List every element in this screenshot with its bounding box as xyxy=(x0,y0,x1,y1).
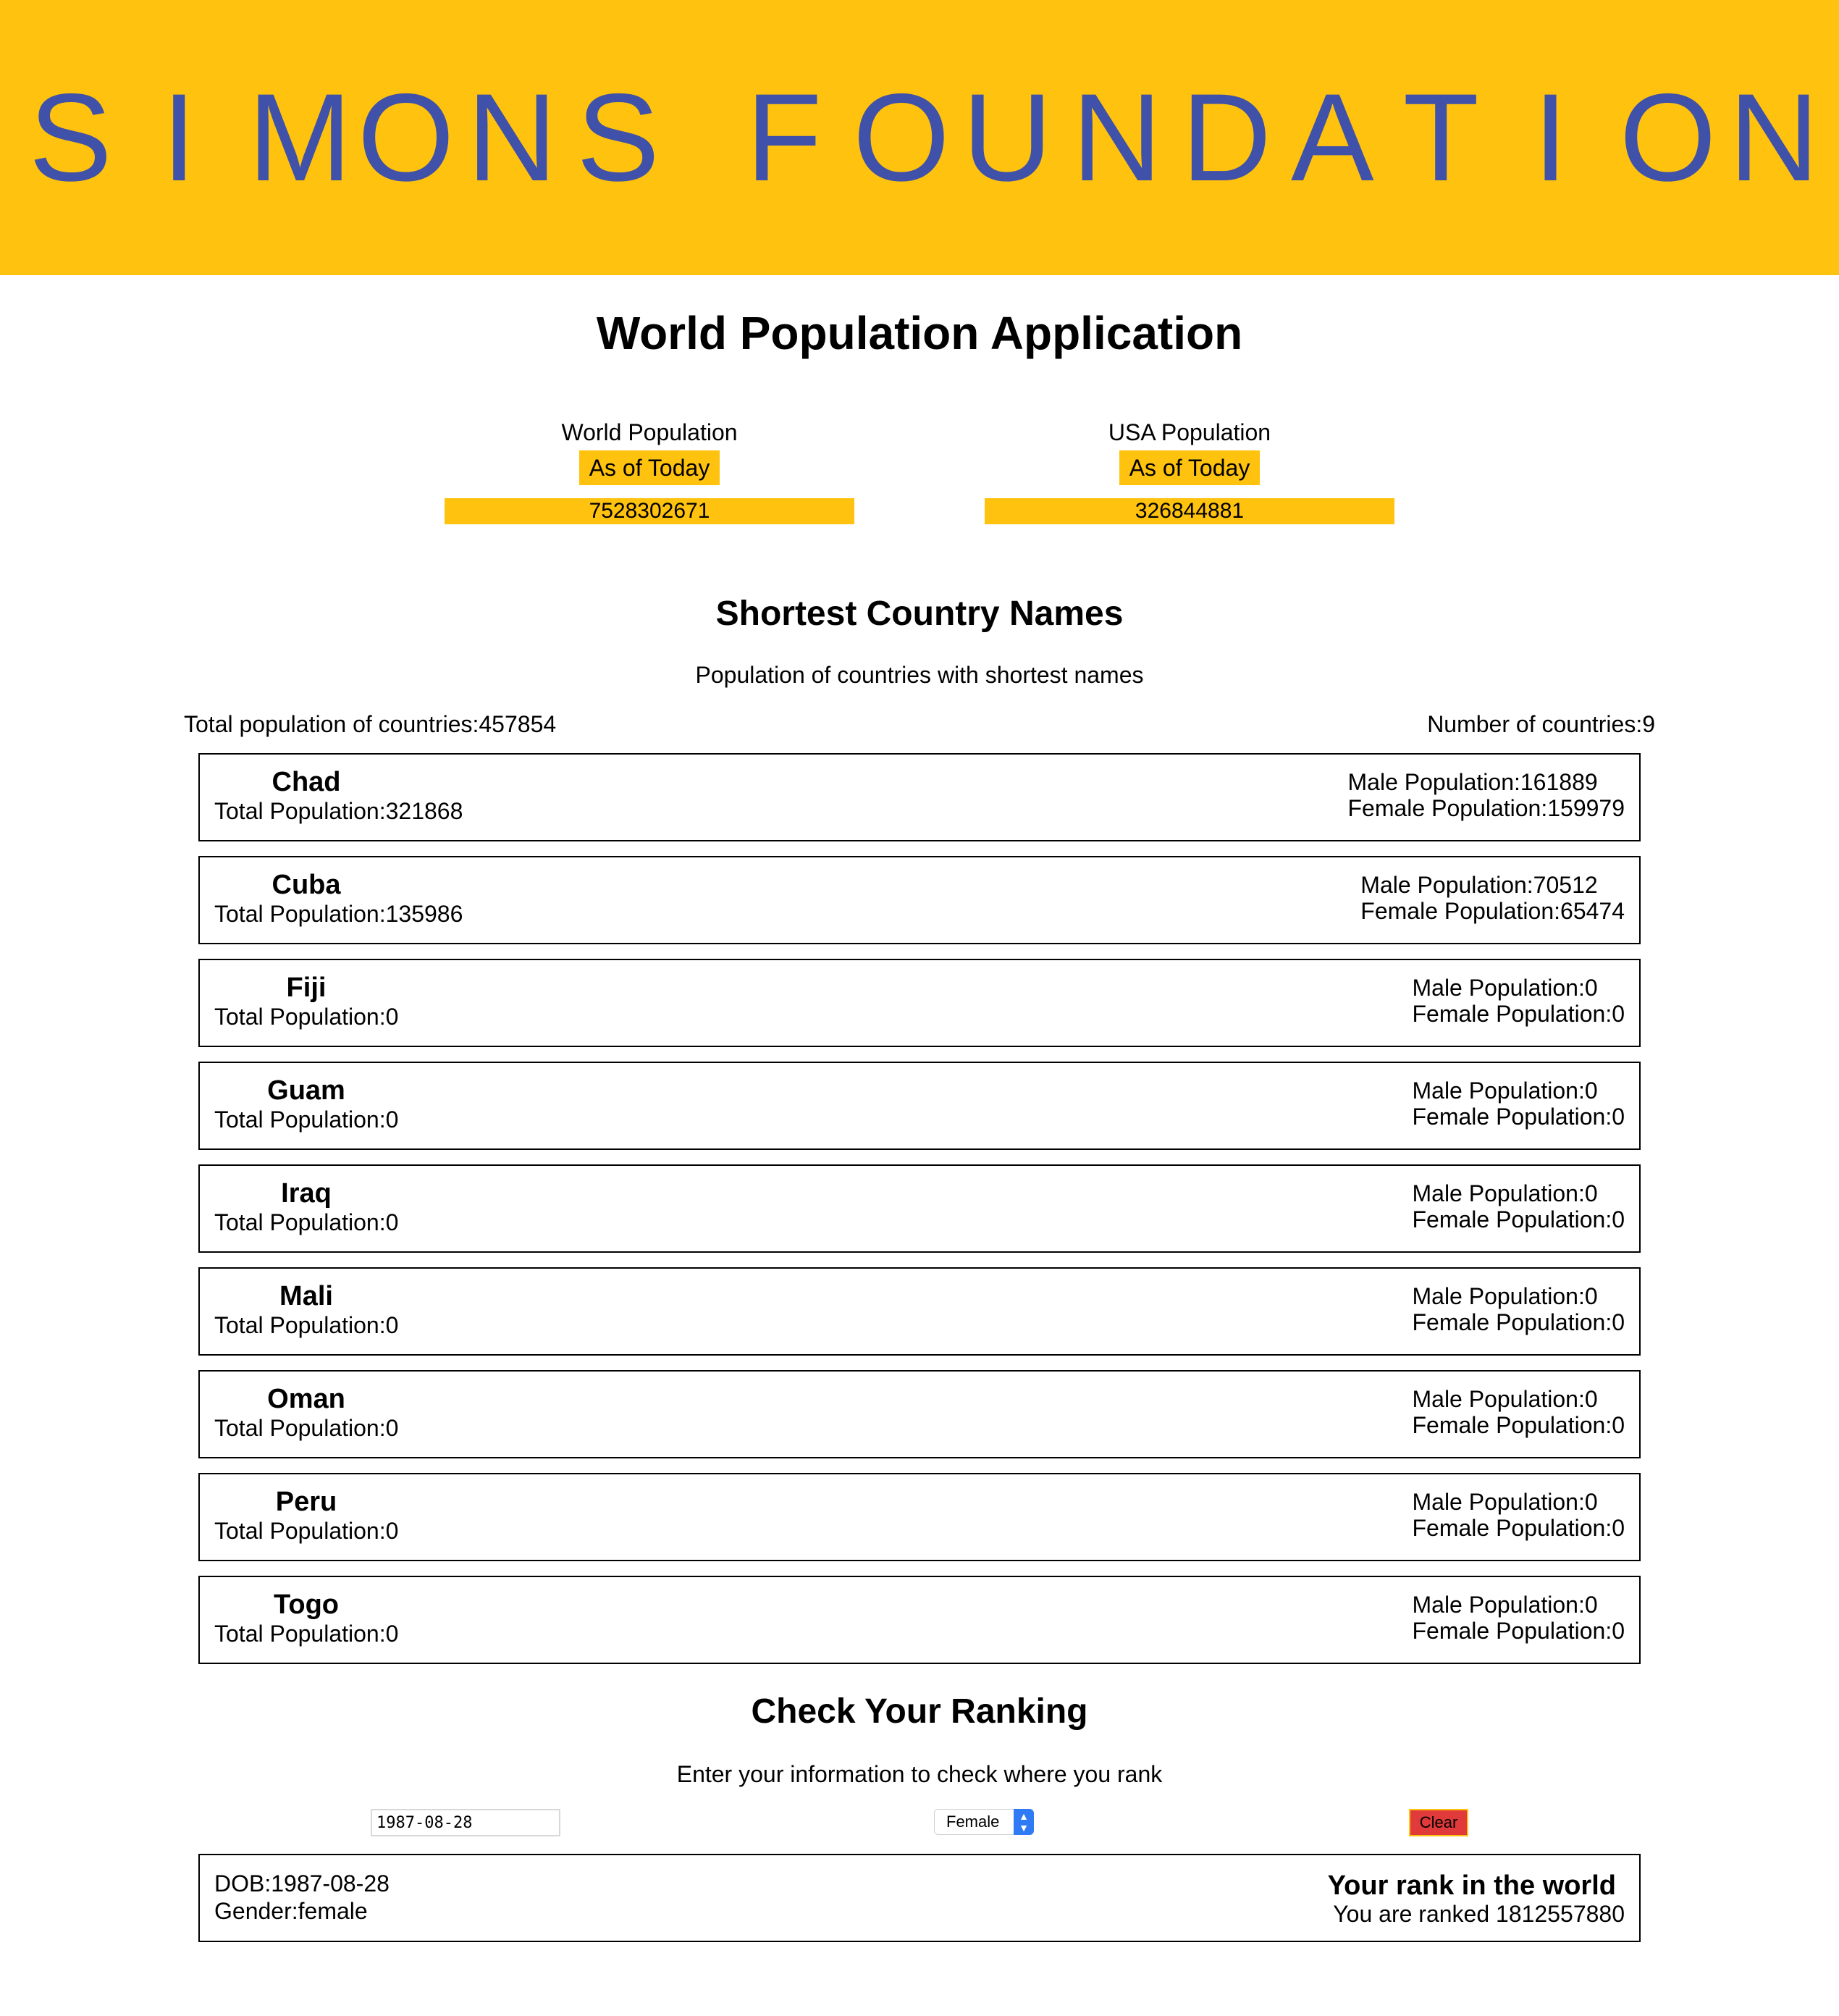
logo-letter: D xyxy=(1181,68,1271,207)
country-card xyxy=(198,1164,1641,1253)
country-total-population: Total Population:0 xyxy=(214,1312,399,1338)
country-gender-breakdown xyxy=(1412,1078,1625,1130)
country-male-population: Male Population:0 xyxy=(1412,1078,1598,1104)
country-male-population: Male Population:0 xyxy=(1412,1489,1598,1515)
country-count-summary: Number of countries:9 xyxy=(1427,711,1655,737)
country-male-population: Male Population:161889 xyxy=(1347,769,1598,795)
gender-select[interactable] xyxy=(934,1809,1034,1835)
country-card xyxy=(198,1267,1641,1356)
country-card xyxy=(198,959,1641,1047)
country-card xyxy=(198,856,1641,944)
country-male-population: Male Population:0 xyxy=(1412,1283,1598,1309)
country-gender-breakdown xyxy=(1412,1283,1625,1335)
country-card xyxy=(198,1473,1641,1561)
country-gender-breakdown xyxy=(1348,769,1625,821)
world-population-stat xyxy=(445,416,854,524)
country-male-population: Male Population:0 xyxy=(1412,1592,1598,1618)
country-gender-breakdown xyxy=(1412,1386,1625,1438)
country-female-population: Female Population:0 xyxy=(1412,1206,1625,1232)
country-total-population: Total Population:135986 xyxy=(214,901,463,927)
ranking-controls xyxy=(0,1807,1839,1839)
usa-population-label: USA Population xyxy=(1108,419,1271,445)
brand-banner xyxy=(0,0,1839,275)
world-as-of-today-chip: As of Today xyxy=(579,450,720,485)
clear-button[interactable]: Clear xyxy=(1409,1809,1468,1836)
country-female-population: Female Population:0 xyxy=(1412,1618,1625,1644)
country-female-population: Female Population:0 xyxy=(1412,1412,1625,1438)
country-male-population: Male Population:70512 xyxy=(1360,872,1598,898)
logo-letter: I xyxy=(1533,68,1568,207)
world-population-value: 7528302671 xyxy=(445,498,854,524)
logo-letter: O xyxy=(853,68,950,207)
logo-letter: O xyxy=(1619,68,1717,207)
dob-input[interactable] xyxy=(371,1809,560,1836)
country-total-population: Total Population:0 xyxy=(214,1621,399,1647)
country-name: Chad xyxy=(272,767,341,797)
rank-text: You are ranked 1812557880 xyxy=(1333,1901,1625,1927)
country-total-population: Total Population:0 xyxy=(214,1415,399,1441)
usa-population-stat xyxy=(985,416,1394,524)
country-total-population: Total Population:0 xyxy=(214,1106,399,1133)
result-details xyxy=(214,1870,390,1925)
ranking-result-card xyxy=(198,1854,1641,1942)
country-female-population: Female Population:0 xyxy=(1412,1309,1625,1335)
country-gender-breakdown xyxy=(1412,1489,1625,1541)
country-male-population: Male Population:0 xyxy=(1412,975,1598,1001)
brand-logo xyxy=(0,58,1839,217)
country-total-population: Total Population:0 xyxy=(214,1209,399,1235)
country-male-population: Male Population:0 xyxy=(1412,1180,1598,1206)
result-dob: DOB:1987-08-28 xyxy=(214,1870,390,1897)
logo-letter: S xyxy=(576,68,660,207)
page-title: World Population Application xyxy=(596,307,1243,359)
total-population-summary: Total population of countries:457854 xyxy=(184,711,557,737)
country-total-population: Total Population:0 xyxy=(214,1518,399,1544)
country-card xyxy=(198,1370,1641,1458)
country-name: Mali xyxy=(279,1281,333,1311)
country-gender-breakdown xyxy=(1360,872,1625,924)
shortest-names-title: Shortest Country Names xyxy=(715,595,1124,633)
result-gender: Gender:female xyxy=(214,1898,368,1924)
logo-letter: N xyxy=(467,68,557,207)
country-name: Peru xyxy=(275,1487,337,1517)
country-female-population: Female Population:0 xyxy=(1412,1001,1625,1027)
country-female-population: Female Population:159979 xyxy=(1347,795,1625,821)
country-gender-breakdown xyxy=(1412,975,1625,1027)
logo-letter: N xyxy=(1729,68,1819,207)
logo-letter: M xyxy=(248,68,352,207)
select-updown-icon: ▲ ▼ xyxy=(1014,1809,1034,1835)
logo-letter: U xyxy=(962,68,1053,207)
country-name: Cuba xyxy=(272,870,341,900)
country-name: Togo xyxy=(273,1589,340,1620)
country-name: Guam xyxy=(267,1075,345,1106)
country-name: Fiji xyxy=(286,973,327,1003)
logo-letter: S xyxy=(29,68,112,207)
usa-as-of-today-chip: As of Today xyxy=(1119,450,1261,485)
country-card xyxy=(198,1062,1641,1150)
shortest-names-subtitle: Population of countries with shortest names xyxy=(695,662,1144,688)
result-rank xyxy=(1328,1871,1625,1928)
country-name: Iraq xyxy=(281,1178,332,1209)
logo-letter: N xyxy=(1072,68,1162,207)
country-female-population: Female Population:0 xyxy=(1412,1104,1625,1130)
country-gender-breakdown xyxy=(1412,1180,1625,1232)
country-total-population: Total Population:0 xyxy=(214,1004,399,1030)
country-name: Oman xyxy=(267,1384,345,1414)
logo-letter: O xyxy=(357,68,455,207)
country-list xyxy=(198,753,1641,1679)
rank-title: Your rank in the world xyxy=(1327,1870,1616,1901)
country-total-population: Total Population:321868 xyxy=(214,798,463,824)
ranking-title: Check Your Ranking xyxy=(751,1692,1088,1731)
ranking-subtitle: Enter your information to check where you rank xyxy=(676,1761,1163,1787)
country-female-population: Female Population:0 xyxy=(1412,1515,1625,1541)
country-female-population: Female Population:65474 xyxy=(1360,898,1625,924)
gender-select-value: Female xyxy=(946,1813,1000,1831)
logo-letter: A xyxy=(1291,68,1374,207)
logo-letter: F xyxy=(746,68,822,207)
usa-population-value: 326844881 xyxy=(985,498,1394,524)
country-card xyxy=(198,753,1641,841)
country-gender-breakdown xyxy=(1412,1592,1625,1644)
country-male-population: Male Population:0 xyxy=(1412,1386,1598,1412)
world-population-label: World Population xyxy=(561,419,738,445)
country-card xyxy=(198,1576,1641,1664)
logo-letter: T xyxy=(1402,68,1479,207)
logo-letter: I xyxy=(161,68,197,207)
